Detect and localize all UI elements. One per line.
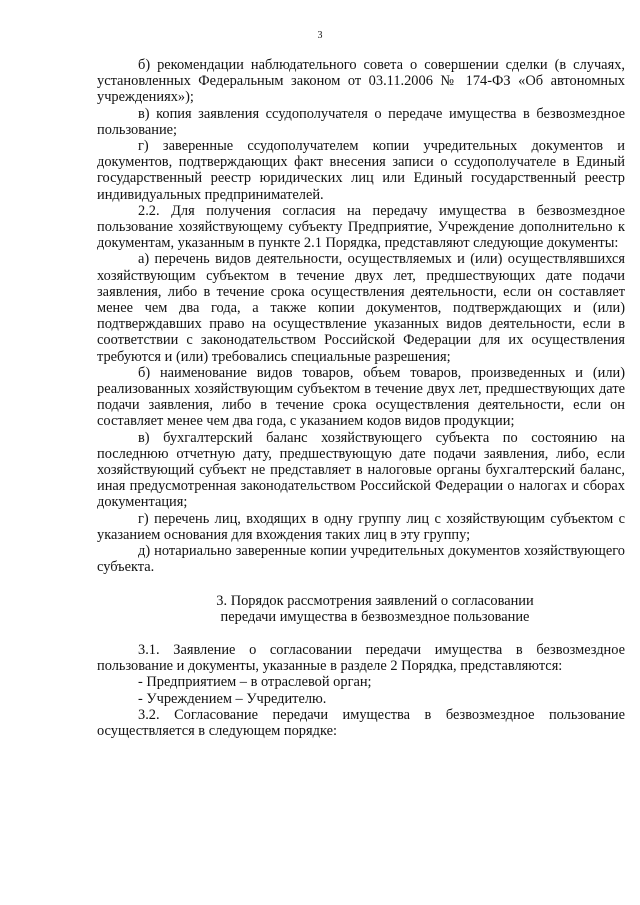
paragraph-goods-list: б) наименование видов товаров, объем товаров, произведенных и (или) реализованных хозяйствующим субъектом в течение двух лет, предшествующих дате подачи заявления, либо в течение срока осуществления деятельности, если он составляет менее чем два года, с указанием кодов видов продукции; [97,364,625,430]
paragraph-certified-copies: г) заверенные ссудополучателем копии учредительных документов и документов, подтверждающих факт внесения записи о ссудополучателе в Единый государственный реестр юридических лиц или Единый государственный реестр индивидуальных предпринимателей. [97,138,625,203]
paragraph-application-copy: в) копия заявления ссудополучателя о передаче имущества в безвозмездное пользование; [97,105,625,138]
paragraph-2-2: 2.2. Для получения согласия на передачу имущества в безвозмездное пользование хозяйствующему субъекту Предприятие, Учреждение дополнительно к документам, указанным в пункте 2.1 Порядка, представляют следующие документы: [97,202,625,252]
section-heading-line-2: передачи имущества в безвозмездное пользование [220,608,530,625]
document-body [97,57,625,739]
list-item-institution: - Учреждением – Учредителю. [138,690,327,707]
paragraph-group-list: г) перечень лиц, входящих в одну группу лиц с хозяйствующим субъектом с указанием основания для вхождения таких лиц в эту группу; [97,510,625,543]
page-number: 3 [317,30,323,41]
paragraph-3-2: 3.2. Согласование передачи имущества в безвозмездное пользование осуществляется в следующем порядке: [97,706,625,739]
paragraph-3-1: 3.1. Заявление о согласовании передачи имущества в безвозмездное пользование и документы, указанные в разделе 2 Порядка, представляются: [97,641,625,675]
paragraph-activities-list: а) перечень видов деятельности, осуществляемых и (или) осуществлявшихся хозяйствующим субъектом в течение двух лет, предшествующих дате подачи заявления, либо в течение срока осуществления деятельности, если он составляет менее чем два года, а также копии документов, подтверждающих и (или) подтверждавших право на осуществление указанных видов деятельности, если в соответствии с законодательством Российской Федерации для их осуществления требуются и (или) требовались специальные разрешения; [97,251,625,365]
paragraph-notarized-copies: д) нотариально заверенные копии учредительных документов хозяйствующего субъекта. [97,543,625,576]
section-heading-line-1: 3. Порядок рассмотрения заявлений о согласовании [216,592,534,609]
paragraph-balance-sheet: в) бухгалтерский баланс хозяйствующего субъекта по состоянию на последнюю отчетную дату, предшествующую дате подачи заявления, либо, если хозяйствующий субъект не представляет в налоговые органы бухгалтерский баланс, иная предусмотренная законодательством Российской Федерации о налогах и сборах документация; [97,429,625,511]
paragraph-recommendations: б) рекомендации наблюдательного совета о совершении сделки (в случаях, установленных Федеральным законом от 03.11.2006 № 174-ФЗ «Об автономных учреждениях»); [97,57,625,106]
list-item-enterprise: - Предприятием – в отраслевой орган; [138,674,372,691]
